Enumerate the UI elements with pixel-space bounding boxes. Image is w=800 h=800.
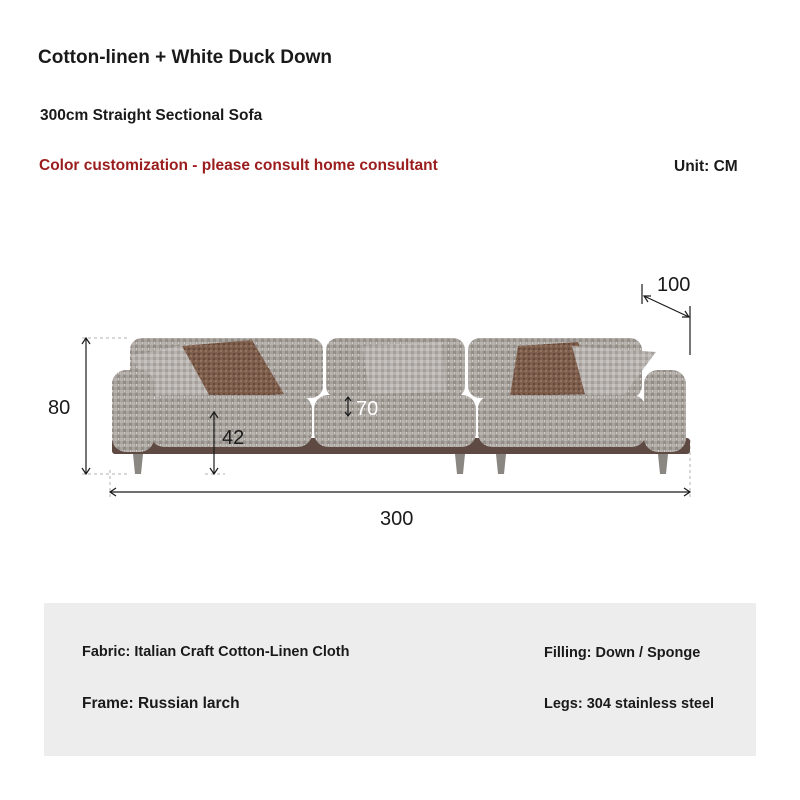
depth-label: 100	[657, 274, 691, 296]
height-label: 80	[48, 397, 71, 419]
product-title: Cotton-linen + White Duck Down	[38, 47, 332, 68]
spec-frame: Frame: Russian larch	[82, 695, 240, 712]
product-subtitle: 300cm Straight Sectional Sofa	[40, 107, 263, 124]
depth-dim-line	[644, 296, 689, 317]
specs-panel	[44, 603, 756, 756]
sofa-dimension-diagram	[0, 250, 800, 550]
seat-height-label: 42	[222, 427, 245, 449]
sofa-illustration	[112, 338, 690, 474]
width-label: 300	[380, 508, 414, 530]
spec-filling: Filling: Down / Sponge	[544, 645, 701, 661]
spec-fabric: Fabric: Italian Craft Cotton-Linen Cloth	[82, 644, 350, 660]
color-notice: Color customization - please consult home consultant	[39, 157, 438, 174]
unit-label: Unit: CM	[674, 158, 738, 175]
cushion-height-label: 70	[356, 398, 379, 420]
spec-legs: Legs: 304 stainless steel	[544, 696, 715, 712]
